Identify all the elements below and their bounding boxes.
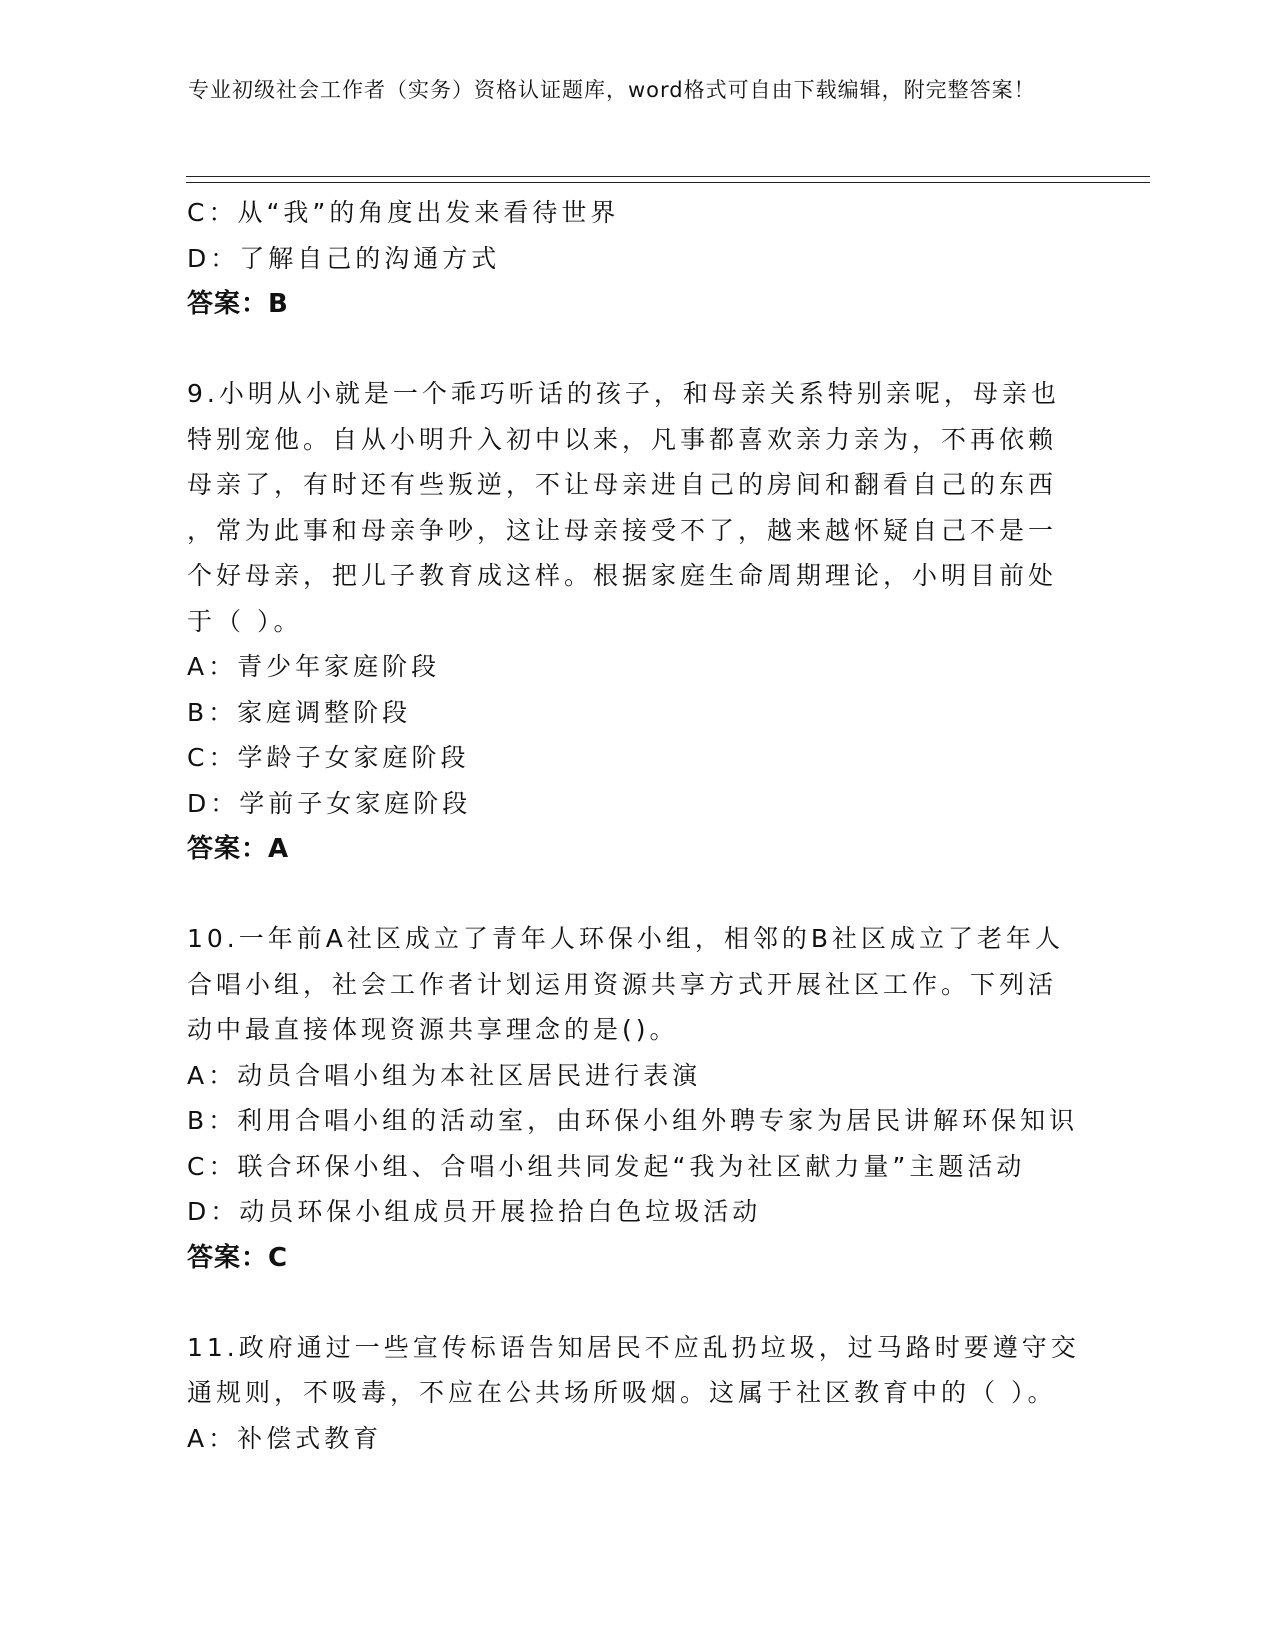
question-line: 合唱小组，社会工作者计划运用资源共享方式开展社区工作。下列活 bbox=[187, 969, 1058, 999]
page-header: 专业初级社会工作者（实务）资格认证题库，word格式可自由下载编辑，附完整答案！ bbox=[188, 78, 1036, 102]
option-line: C：联合环保小组、合唱小组共同发起“我为社区献力量”主题活动 bbox=[187, 1151, 1026, 1181]
option-line: A：动员合唱小组为本社区居民进行表演 bbox=[187, 1060, 702, 1090]
document-body bbox=[187, 190, 1080, 1461]
option-line: A：补偿式教育 bbox=[187, 1423, 383, 1453]
question-block bbox=[187, 371, 1077, 872]
question-line: 9.小明从小就是一个乖巧听话的孩子，和母亲关系特别亲呢，母亲也 bbox=[187, 379, 1060, 408]
question-line: 于（ ）。 bbox=[187, 606, 303, 636]
answer-line: 答案：C bbox=[187, 1242, 289, 1273]
answer-line: 答案：B bbox=[187, 289, 289, 319]
option-line: C：从“我”的角度出发来看待世界 bbox=[187, 198, 620, 227]
question-block bbox=[187, 1325, 1080, 1462]
option-line: A：青少年家庭阶段 bbox=[187, 652, 441, 681]
question-line: 动中最直接体现资源共享理念的是()。 bbox=[187, 1015, 679, 1044]
header-rule-bottom bbox=[186, 182, 1150, 183]
question-block bbox=[187, 190, 1077, 327]
header-rule-top bbox=[186, 176, 1150, 177]
option-line: C：学龄子女家庭阶段 bbox=[187, 743, 470, 772]
question-line: 10.一年前A社区成立了青年人环保小组，相邻的B社区成立了老年人 bbox=[187, 924, 1065, 953]
answer-line: 答案：A bbox=[187, 834, 290, 864]
option-line: B：利用合唱小组的活动室，由环保小组外聘专家为居民讲解环保知识 bbox=[187, 1106, 1079, 1135]
question-line: ，常为此事和母亲争吵，这让母亲接受不了，越来越怀疑自己不是一 bbox=[187, 515, 1058, 545]
option-line: D：学前子女家庭阶段 bbox=[187, 788, 472, 818]
question-line: 11.政府通过一些宣传标语告知居民不应乱扔垃圾，过马路时要遵守交 bbox=[187, 1332, 1080, 1362]
question-line: 个好母亲，把儿子教育成这样。根据家庭生命周期理论，小明目前处 bbox=[187, 561, 1058, 590]
question-line: 母亲了，有时还有些叛逆，不让母亲进自己的房间和翻看自己的东西 bbox=[187, 470, 1058, 499]
option-line: D：动员环保小组成员开展捡拾白色垃圾活动 bbox=[187, 1197, 762, 1226]
question-block bbox=[187, 916, 1077, 1281]
option-line: B：家庭调整阶段 bbox=[187, 697, 412, 727]
question-line: 特别宠他。自从小明升入初中以来，凡事都喜欢亲力亲为，不再依赖 bbox=[187, 424, 1058, 454]
question-line: 通规则，不吸毒，不应在公共场所吸烟。这属于社区教育中的（ ）。 bbox=[187, 1378, 1057, 1407]
option-line: D：了解自己的沟通方式 bbox=[187, 243, 501, 273]
